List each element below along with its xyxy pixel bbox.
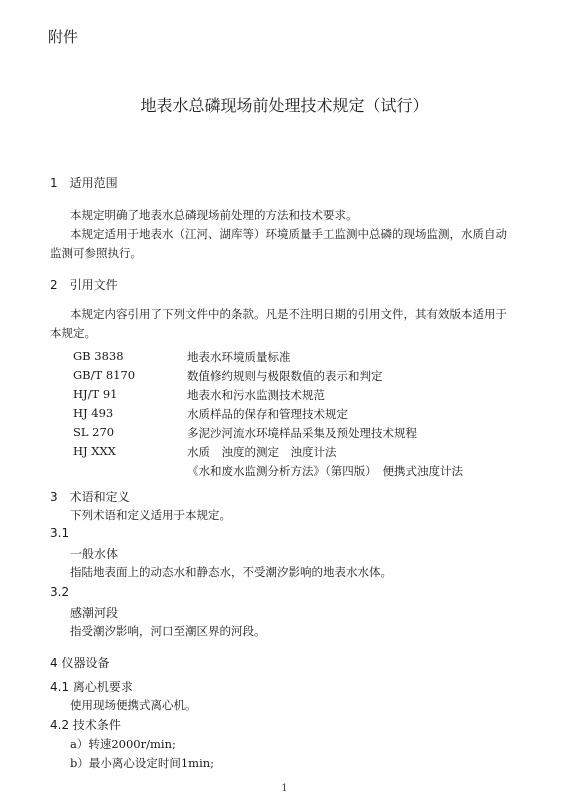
page-number: 1 — [281, 783, 288, 794]
reference-extra: 《水和废水监测分析方法》（第四版） 便携式浊度计法 — [187, 464, 463, 478]
attachment-label: 附件 — [48, 28, 79, 46]
reference-title: 水质样品的保存和管理技术规定 — [187, 407, 348, 421]
section-1-paragraph-2-line-2: 监测可参照执行。 — [50, 246, 142, 260]
term-3-1-number: 3.1 — [50, 526, 70, 540]
term-3-2-number: 3.2 — [50, 585, 70, 599]
term-3-2-name: 感潮河段 — [70, 606, 119, 620]
reference-code: HJ/T 91 — [73, 387, 118, 401]
reference-title: 多泥沙河流水环境样品采集及预处理技术规程 — [187, 426, 417, 440]
section-1-heading: 1 适用范围 — [50, 176, 118, 190]
section-2-paragraph-line-2: 本规定。 — [50, 326, 96, 340]
section-3-intro: 下列术语和定义适用于本规定。 — [70, 508, 231, 522]
reference-code: GB 3838 — [73, 349, 124, 363]
section-1-paragraph-2-line-1: 本规定适用于地表水（江河、湖库等）环境质量手工监测中总磷的现场监测，水质自动 — [70, 227, 507, 241]
reference-title: 地表水环境质量标准 — [187, 350, 291, 364]
subsection-4-1-text: 使用现场便携式离心机。 — [70, 698, 197, 712]
list-item-a: a）转速2000r/min; — [70, 737, 176, 751]
term-3-2-definition: 指受潮汐影响，河口至潮区界的河段。 — [70, 624, 266, 638]
section-2-paragraph-line-1: 本规定内容引用了下列文件中的条款。凡是不注明日期的引用文件，其有效版本适用于 — [70, 307, 507, 321]
reference-code: SL 270 — [73, 425, 115, 439]
reference-title: 水质 浊度的测定 浊度计法 — [187, 445, 337, 459]
section-4-heading: 4 仪器设备 — [50, 656, 110, 670]
term-3-1-name: 一般水体 — [70, 547, 119, 561]
subsection-4-1-heading: 4.1 离心机要求 — [50, 680, 133, 694]
reference-code: HJ XXX — [73, 444, 116, 458]
reference-title: 地表水和污水监测技术规范 — [187, 388, 325, 402]
subsection-4-2-heading: 4.2 技术条件 — [50, 718, 121, 732]
document-title: 地表水总磷现场前处理技术规定（试行） — [140, 96, 429, 115]
term-3-1-definition: 指陆地表面上的动态水和静态水，不受潮汐影响的地表水水体。 — [70, 565, 392, 579]
section-1-paragraph-1: 本规定明确了地表水总磷现场前处理的方法和技术要求。 — [70, 208, 358, 222]
reference-code: HJ 493 — [73, 406, 114, 420]
list-item-b: b）最小离心设定时间1min; — [70, 756, 215, 770]
reference-title: 数值修约规则与极限数值的表示和判定 — [187, 369, 383, 383]
section-2-heading: 2 引用文件 — [50, 278, 118, 292]
section-3-heading: 3 术语和定义 — [50, 490, 130, 504]
reference-code: GB/T 8170 — [73, 368, 136, 382]
